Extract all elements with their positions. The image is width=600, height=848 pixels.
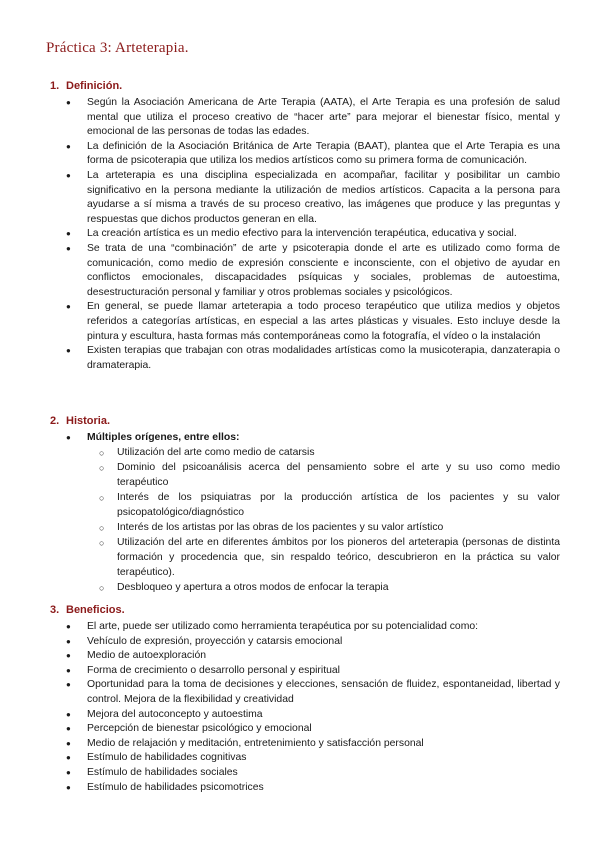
sub-list-item: ○ Desbloqueo y apertura a otros modos de enfocar la terapia	[117, 581, 560, 596]
bullet-icon: ●	[66, 738, 71, 748]
circle-bullet-icon: ○	[99, 462, 105, 473]
bullet-icon: ●	[66, 229, 71, 239]
bullet-icon: ●	[66, 680, 71, 690]
list-item: ● Estímulo de habilidades psicomotrices	[87, 781, 560, 796]
list-item: ● Se trata de una “combinación” de arte y psicoterapia donde el arte es utilizado como forma de comunicación, como medio de expresión consciente e inconsciente, con el objetivo de ayudar en conflictos emocionales, discapacidades psíquicas y sociales, problemas de autoestima, desestructuración personal y familiar y otros problemas sociales y psicológicos.	[66, 242, 560, 298]
sub-list-item: ○ Utilización del arte como medio de catarsis	[117, 446, 560, 461]
list-item: ● Estímulo de habilidades sociales	[87, 766, 560, 781]
list-item: ● Medio de autoexploración	[87, 649, 560, 664]
list-item: ● La creación artística es un medio efectivo para la intervención terapéutica, educativa y social.	[87, 227, 560, 242]
bullet-icon: ●	[66, 651, 71, 661]
list-item: ● Existen terapias que trabajan con otras modalidades artísticas como la musicoterapia, danzaterapia o dramaterapia.	[66, 345, 560, 371]
list-item: ● Vehículo de expresión, proyección y catarsis emocional	[87, 635, 560, 650]
list-item	[66, 431, 560, 596]
bullet-icon: ●	[66, 753, 71, 763]
section-definicion	[50, 79, 560, 373]
section-heading	[50, 603, 560, 618]
bullet-icon: ●	[66, 98, 71, 107]
history-list	[50, 431, 560, 596]
list-item: ● Medio de relajación y meditación, entretenimiento y satisfacción personal	[87, 737, 560, 752]
history-lead: Múltiples orígenes, entre ellos:	[87, 432, 240, 443]
document-title: Práctica 3: Arteterapia.	[46, 40, 189, 56]
bullet-icon: ●	[66, 724, 71, 734]
bullet-icon: ●	[66, 709, 71, 719]
bullet-icon: ●	[66, 782, 71, 792]
circle-bullet-icon: ○	[99, 538, 105, 549]
list-item: ● La definición de la Asociación Británica de Arte Terapia (BAAT), plantea que el Arte Terapia es una forma de psicoterapia que utiliza los medios artísticos como su primera forma de comunicación.	[66, 140, 560, 167]
list-item: ● En general, se puede llamar arteterapia a todo proceso terapéutico que utiliza medios y objetos referidos a categorías artísticas, en especial a las artes plásticas y visuales. Esto incluye desde la pintura y escultura, hasta formas más contemporáneas como la fotografía, el vídeo o la instalación	[66, 301, 560, 342]
list-item: ● Estímulo de habilidades cognitivas	[87, 751, 560, 766]
section-heading	[50, 79, 560, 94]
circle-bullet-icon: ○	[99, 447, 105, 458]
section-heading-text: Definición.	[66, 80, 123, 92]
section-number: 1.	[50, 80, 60, 92]
list-item: ● La arteterapia es una disciplina especializada en acompañar, facilitar y posibilitar un cambio significativo en la persona mediante la utilización de medios artísticos. Capacita a la persona para ayudarse a sí misma a través de su proceso creativo, las imágenes que produce y las preguntas y respuestas que dichos productos generan en ella.	[66, 169, 560, 225]
bullet-icon: ●	[66, 141, 71, 151]
bullet-icon: ●	[66, 622, 71, 631]
list-item: ● Según la Asociación Americana de Arte Terapia (AATA), el Arte Terapia es una profesión de salud mental que utiliza el proceso creativo de “hacer arte” para mejorar el bienestar físico, mental y emocional de las personas de todas las edades.	[66, 97, 560, 138]
circle-bullet-icon: ○	[99, 582, 105, 593]
sub-list-item: ○ Dominio del psicoanálisis acerca del pensamiento sobre el arte y su uso como medio terapéutico	[99, 461, 560, 488]
sub-list-item: ○ Interés de los artistas por las obras de los pacientes y su valor artístico	[117, 521, 560, 536]
benefits-list	[50, 620, 560, 795]
section-number: 3.	[50, 604, 60, 616]
bullet-icon: ●	[66, 433, 71, 442]
bullet-icon: ●	[66, 636, 71, 646]
definition-list	[50, 96, 560, 373]
sub-list-item: ○ Interés de los psiquiatras por la producción artística de los pacientes y su valor psicopatológico/diagnóstico	[99, 491, 560, 518]
section-number: 2.	[50, 415, 60, 427]
section-heading-text: Historia.	[66, 415, 111, 427]
section-heading-text: Beneficios.	[66, 604, 125, 616]
bullet-icon: ●	[66, 767, 71, 777]
circle-bullet-icon: ○	[99, 492, 105, 503]
sub-list-item: ○ Utilización del arte en diferentes ámbitos por los pioneros del arteterapia (personas de distinta formación y procedencia que, sin respaldo teórico, descubrieron en la práctica su valor terapéutico).	[99, 537, 560, 578]
list-item: ● Mejora del autoconcepto y autoestima	[87, 708, 560, 723]
circle-bullet-icon: ○	[99, 522, 105, 533]
list-item: ● El arte, puede ser utilizado como herramienta terapéutica por su potencialidad como:	[87, 620, 560, 635]
list-item: ● Oportunidad para la toma de decisiones y elecciones, sensación de fluidez, espontaneidad, libertad y control. Mejora de la flexibilidad y creatividad	[66, 679, 560, 705]
section-historia	[50, 414, 560, 596]
list-item: ● Forma de crecimiento o desarrollo personal y espiritual	[87, 664, 560, 679]
bullet-icon: ●	[66, 302, 71, 312]
history-sublist	[87, 446, 560, 596]
list-item: ● Percepción de bienestar psicológico y emocional	[87, 722, 560, 737]
bullet-icon: ●	[66, 170, 71, 180]
bullet-icon: ●	[66, 665, 71, 675]
section-heading	[50, 414, 560, 429]
section-beneficios	[50, 603, 560, 795]
bullet-icon: ●	[66, 243, 71, 253]
bullet-icon: ●	[66, 346, 71, 356]
